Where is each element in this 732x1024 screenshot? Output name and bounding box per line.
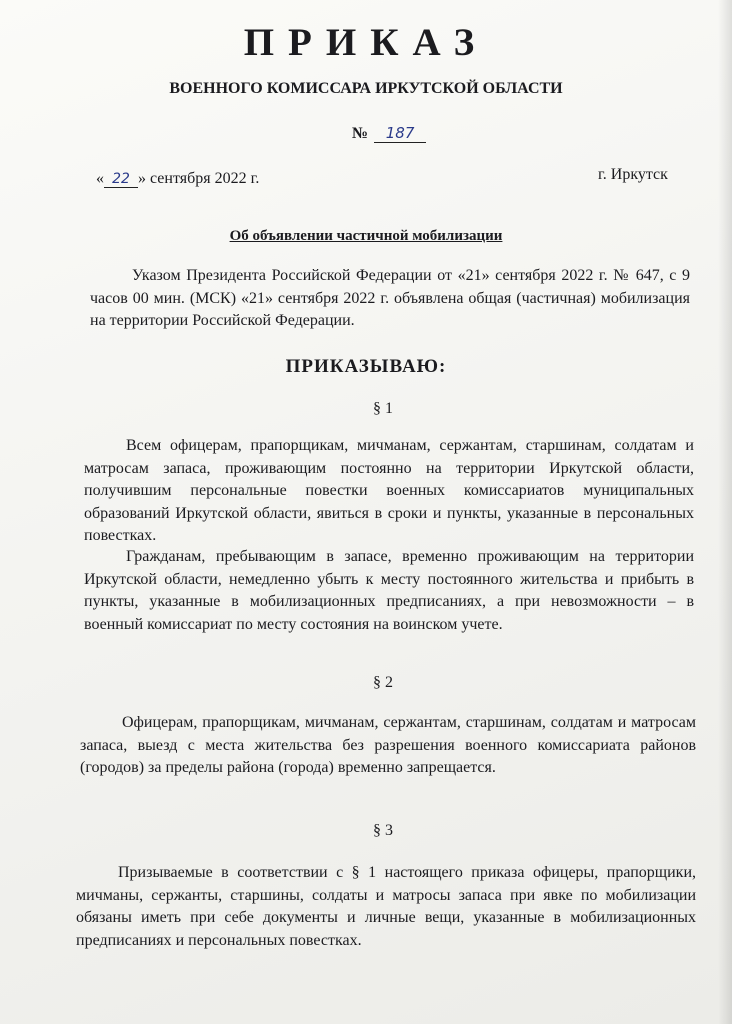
order-topic: Об объявлении частичной мобилизации [229, 228, 503, 244]
number-sign: № [352, 125, 369, 142]
order-city: г. Иркутск [598, 166, 668, 183]
intro-paragraph: Указом Президента Российской Федерации от «21» сентября 2022 г. № 647, с 9 часов 00 мин. (МСК) «21» сентября 2022 г. объявлена общая (частичная) мобилизация на территории Российской Федерации. [90, 267, 690, 329]
date-month-year: сентября 2022 г. [150, 170, 260, 187]
section-3-heading: § 3 [373, 822, 393, 839]
section-2-heading: § 2 [373, 674, 393, 691]
section-1-heading: § 1 [373, 400, 393, 417]
decree-heading: ПРИКАЗЫВАЮ: [285, 356, 447, 377]
section-1-paragraph-2: Гражданам, пребывающим в запасе, временно проживающим на территории Иркутской области, немедленно убыть к месту постоянного жительства и прибыть в пункты, указанные в мобилизационных предписаниях, а при невозможности – в военный комиссариат по месту состояния на воинском учете. [84, 548, 694, 633]
order-date [96, 170, 259, 188]
section-2-paragraph-1: Офицерам, прапорщикам, мичманам, сержантам, старшинам, солдатам и матросам запаса, выезд с места жительства без разрешения военного комиссариата районов (городов) за пределы района (города) временно запрещается. [80, 714, 696, 776]
order-number [352, 124, 426, 143]
page-edge-shadow [718, 0, 732, 1024]
section-1-paragraph-1: Всем офицерам, прапорщикам, мичманам, сержантам, старшинам, солдатам и матросам запаса, проживающим постоянно на территории Иркутской области, получившим персональные повестки военных комиссариатов муниципальных образований Иркутской области, явиться в сроки и пункты, указанные в персональных повестках. [84, 437, 694, 544]
handwritten-day: 22 [104, 171, 138, 188]
date-open-quote: « [96, 170, 104, 187]
handwritten-order-number: 187 [374, 124, 426, 143]
document-title: ПРИКАЗ [243, 21, 489, 64]
issuer-line: ВОЕННОГО КОМИССАРА ИРКУТСКОЙ ОБЛАСТИ [169, 80, 563, 97]
section-3-paragraph-1: Призываемые в соответствии с § 1 настоящего приказа офицеры, прапорщики, мичманы, сержанты, старшины, солдаты и матросы запаса при явке по мобилизации обязаны иметь при себе документы и личные вещи, указанные в мобилизационных предписаниях и персональных повестках. [76, 864, 696, 949]
date-close-quote: » [138, 170, 146, 187]
